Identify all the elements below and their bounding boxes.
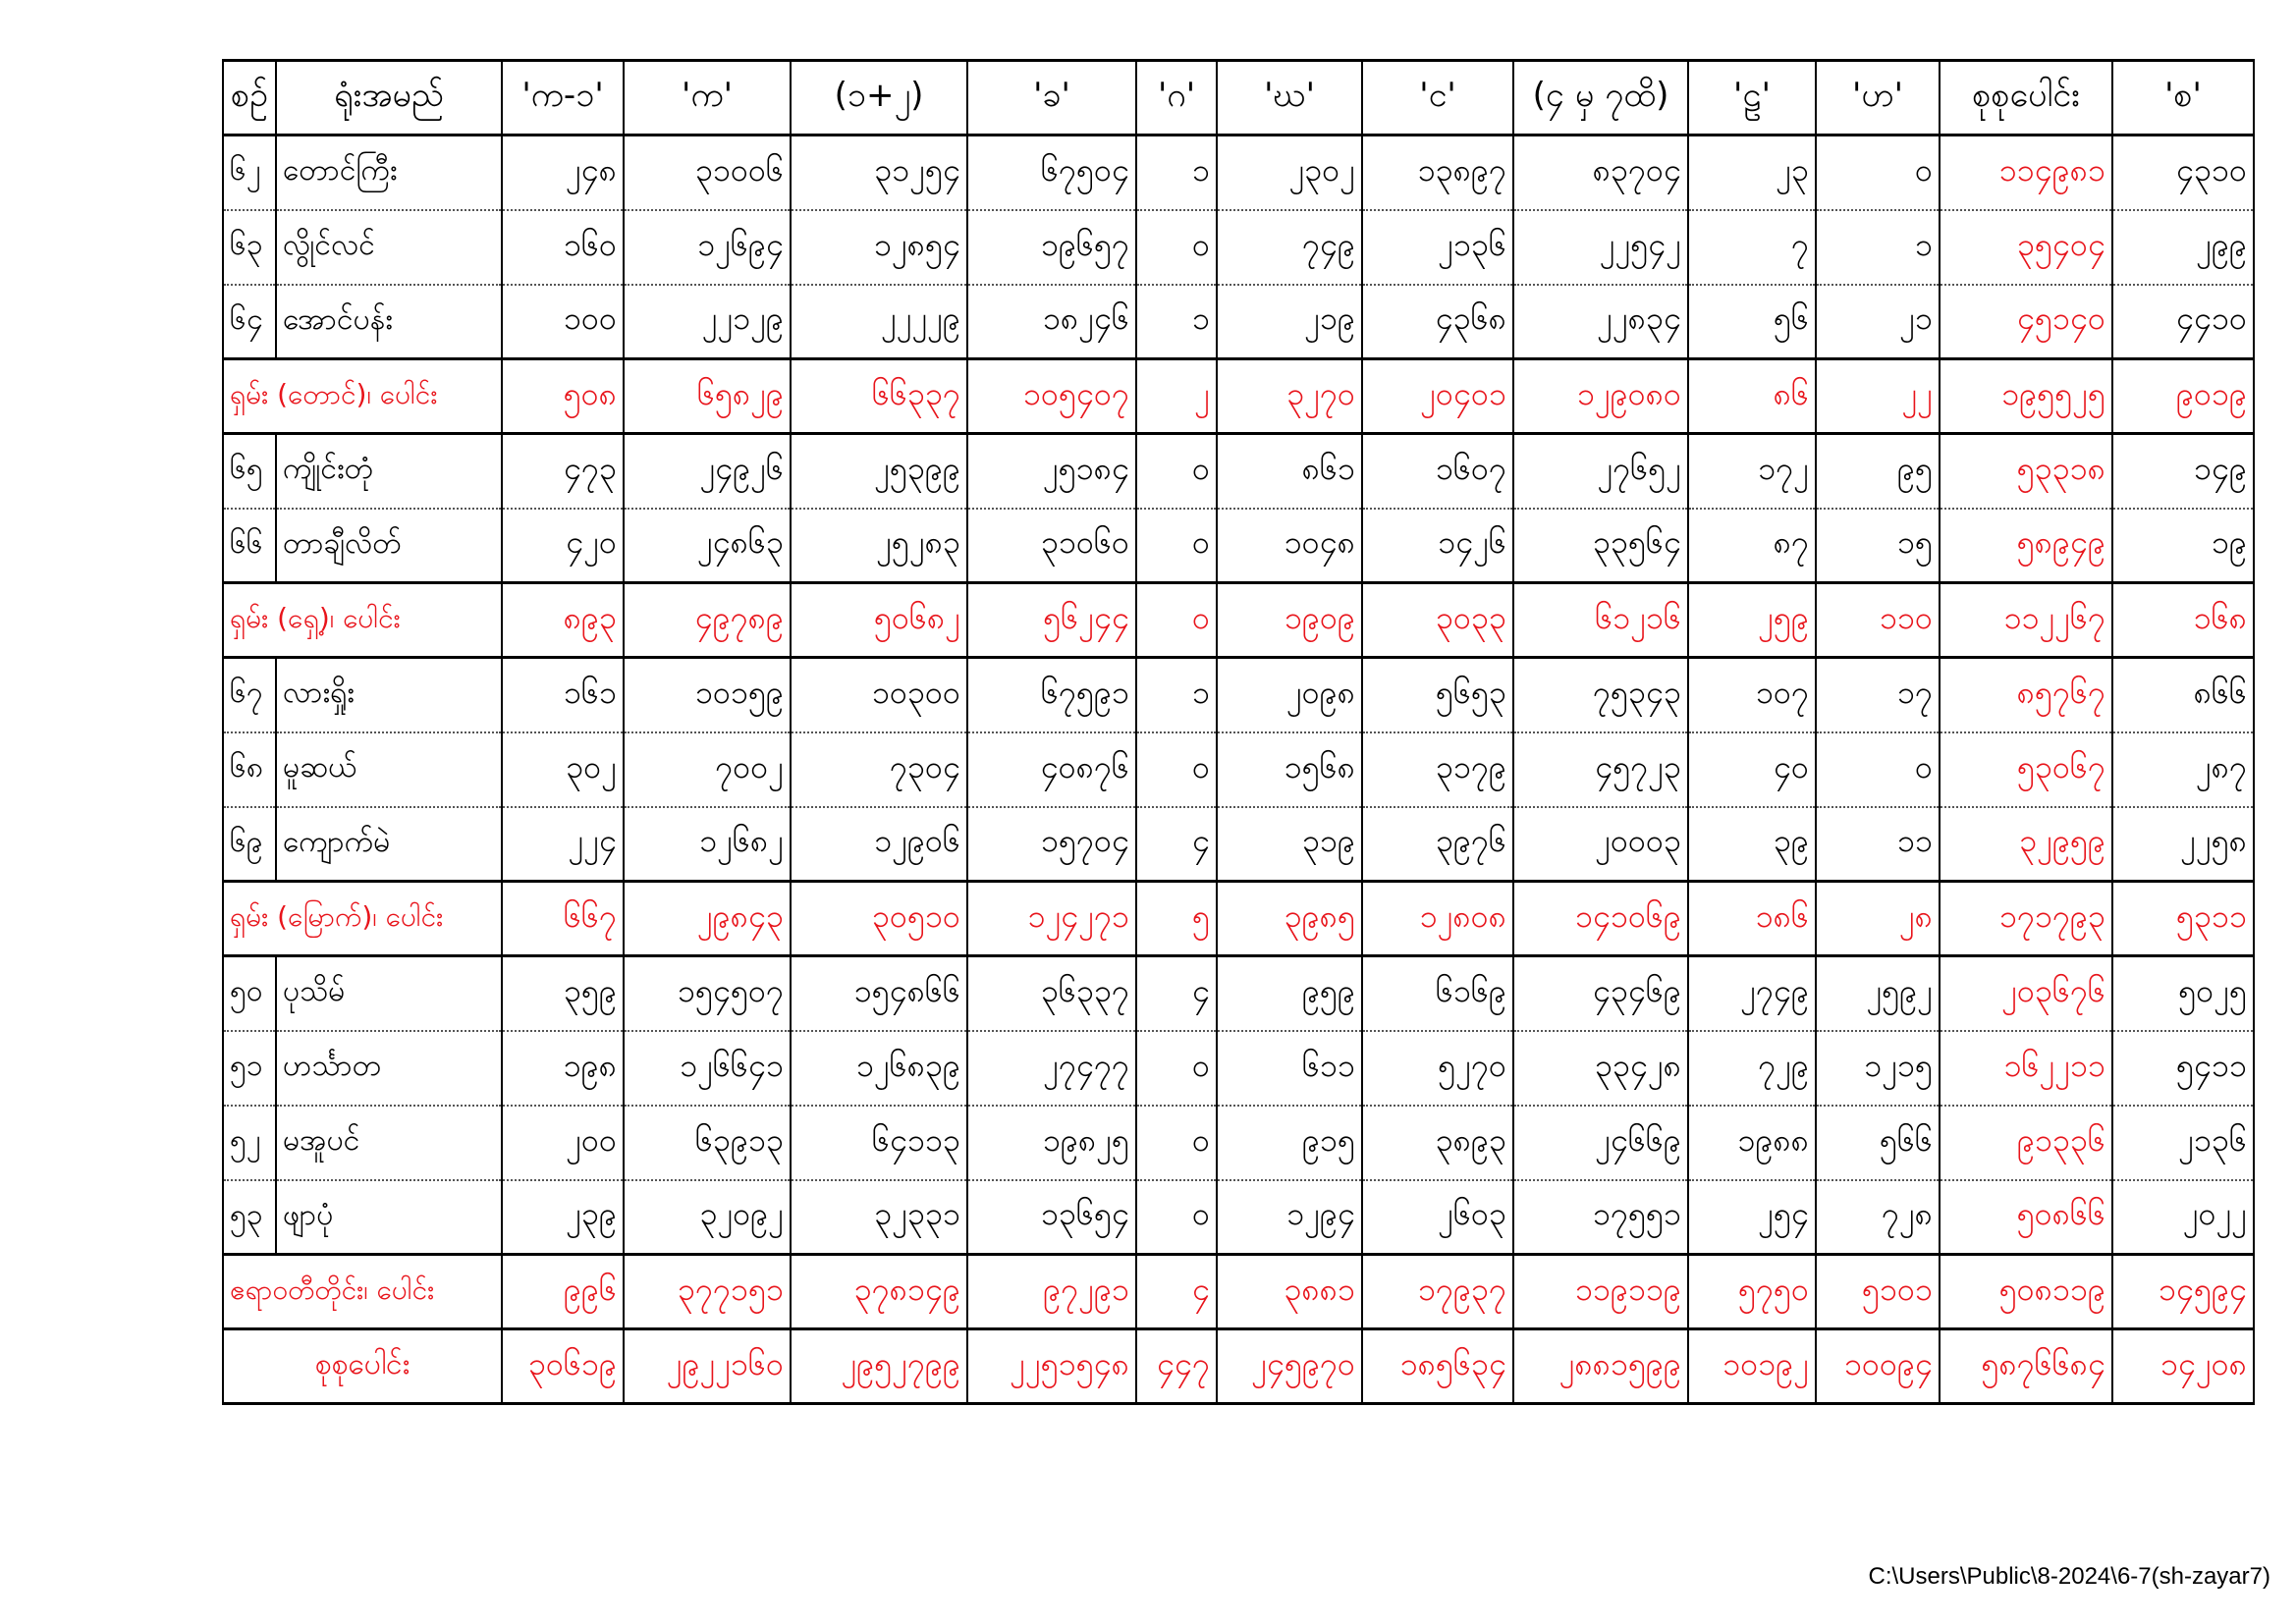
value-cell: ၉၁၃၃၆ [1940, 1106, 2112, 1180]
value-cell: ၁၆၀၇ [1362, 434, 1513, 509]
value-cell: ၂၀၀၀၃ [1513, 807, 1688, 882]
value-cell: ၅၀၂၅ [2112, 956, 2254, 1031]
subtotal-value: ၁၄၁၀၆၉ [1513, 882, 1688, 956]
value-cell: ၁၅၄၅၀၇ [624, 956, 791, 1031]
subtotal-value: ၃၀၃၃ [1362, 583, 1513, 658]
subtotal-value: ၁၁၉၁၁၉ [1513, 1255, 1688, 1329]
value-cell: ၅၀၈၆၆ [1940, 1180, 2112, 1255]
row-index: ၆၈ [223, 732, 276, 807]
value-cell: ၃၁၂၅၄ [791, 135, 967, 210]
value-cell: ၂၅၁၈၄ [967, 434, 1136, 509]
row-index: ၆၃ [223, 210, 276, 285]
subtotal-value: ၂၈ [1816, 882, 1940, 956]
value-cell: ၇၂၉ [1688, 1031, 1816, 1106]
subtotal-value: ၁၆၈ [2112, 583, 2254, 658]
value-cell: ၁၀၃၀၀ [791, 658, 967, 732]
table-row [223, 1031, 2254, 1106]
grand-total-row [223, 1329, 2254, 1404]
value-cell: ၈၃၇၀၄ [1513, 135, 1688, 210]
value-cell: ၁၂၁၅ [1816, 1031, 1940, 1106]
subtotal-value: ၆၆၃၃၇ [791, 359, 967, 434]
grand-total-value: ၂၂၅၁၅၄၈ [967, 1329, 1136, 1404]
value-cell: ၁၂၈၅၄ [791, 210, 967, 285]
value-cell: ၂၄၉၂၆ [624, 434, 791, 509]
column-header: 'ဃ' [1217, 61, 1362, 135]
subtotal-value: ၅၆၂၄၄ [967, 583, 1136, 658]
value-cell: ၁၆၁ [502, 658, 624, 732]
value-cell: ၂၅၃၉၉ [791, 434, 967, 509]
value-cell: ၂၇၄၇၇ [967, 1031, 1136, 1106]
value-cell: ၃၃၅၆၄ [1513, 509, 1688, 583]
value-cell: ၆၇၅၀၄ [967, 135, 1136, 210]
table-row [223, 135, 2254, 210]
value-cell: ၂၂၅၄၂ [1513, 210, 1688, 285]
office-name: လွိုင်လင် [276, 210, 502, 285]
value-cell: ၅၆၅၃ [1362, 658, 1513, 732]
subtotal-value: ၃၇၈၁၄၉ [791, 1255, 967, 1329]
data-table [222, 59, 2255, 1405]
value-cell: ၆၇၅၉၁ [967, 658, 1136, 732]
column-header: 'က-၁' [502, 61, 624, 135]
value-cell: ၂၈၇ [2112, 732, 2254, 807]
office-name: မူဆယ် [276, 732, 502, 807]
table-row [223, 285, 2254, 359]
subtotal-value: ၆၅၈၂၉ [624, 359, 791, 434]
value-cell: ၁၅၆၈ [1217, 732, 1362, 807]
subtotal-value: ၁၀၅၄၀၇ [967, 359, 1136, 434]
value-cell: ၁၂၆၈၂ [624, 807, 791, 882]
office-name: မအူပင် [276, 1106, 502, 1180]
office-name: ကျောက်မဲ [276, 807, 502, 882]
value-cell: ၁၆၀ [502, 210, 624, 285]
value-cell: ၁၂၆၉၄ [624, 210, 791, 285]
value-cell: ၂၄၆၆၉ [1513, 1106, 1688, 1180]
row-index: ၆၆ [223, 509, 276, 583]
office-name: တာချီလိတ် [276, 509, 502, 583]
subtotal-row [223, 1255, 2254, 1329]
subtotal-value: ၆၁၂၁၆ [1513, 583, 1688, 658]
subtotal-value: ၁၉၅၅၂၅ [1940, 359, 2112, 434]
subtotal-value: ၅၀၈ [502, 359, 624, 434]
value-cell: ၄၄၁၀ [2112, 285, 2254, 359]
row-index: ၅၁ [223, 1031, 276, 1106]
value-cell: ၃၅၄၀၄ [1940, 210, 2112, 285]
value-cell: ၂၃၀၂ [1217, 135, 1362, 210]
column-header: စုစုပေါင်း [1940, 61, 2112, 135]
subtotal-value: ၅ [1136, 882, 1217, 956]
value-cell: ၂၅၄ [1688, 1180, 1816, 1255]
value-cell: ၄၅၇၂၃ [1513, 732, 1688, 807]
row-index: ၆၇ [223, 658, 276, 732]
value-cell: ၃၁၉ [1217, 807, 1362, 882]
column-header: စဉ် [223, 61, 276, 135]
value-cell: ၉၁၅ [1217, 1106, 1362, 1180]
value-cell: ၀ [1816, 135, 1940, 210]
value-cell: ၁၅၄၈၆၆ [791, 956, 967, 1031]
column-header: 'ဠ' [1688, 61, 1816, 135]
value-cell: ၈၆၁ [1217, 434, 1362, 509]
value-cell: ၂၃၉ [502, 1180, 624, 1255]
value-cell: ၂၁ [1816, 285, 1940, 359]
table-row [223, 732, 2254, 807]
value-cell: ၃၉၇၆ [1362, 807, 1513, 882]
row-index: ၅၀ [223, 956, 276, 1031]
value-cell: ၂၁၃၆ [2112, 1106, 2254, 1180]
table-row [223, 1180, 2254, 1255]
grand-total-value: ၁၀၀၉၄ [1816, 1329, 1940, 1404]
value-cell: ၃၅၉ [502, 956, 624, 1031]
value-cell: ၂၀၉၈ [1217, 658, 1362, 732]
subtotal-value: ၁၇၉၃၇ [1362, 1255, 1513, 1329]
column-header: 'စ' [2112, 61, 2254, 135]
subtotal-value: ၂ [1136, 359, 1217, 434]
column-header: 'ဂ' [1136, 61, 1217, 135]
office-name: ကျိုင်းတုံ [276, 434, 502, 509]
value-cell: ၃၂၃၃၁ [791, 1180, 967, 1255]
subtotal-value: ၅၃၁၁ [2112, 882, 2254, 956]
subtotal-value: ၃၈၈၁ [1217, 1255, 1362, 1329]
table-row [223, 434, 2254, 509]
table-row [223, 658, 2254, 732]
value-cell: ၈၅၇၆၇ [1940, 658, 2112, 732]
value-cell: ၁၃၆၅၄ [967, 1180, 1136, 1255]
subtotal-row [223, 583, 2254, 658]
subtotal-value: ၄ [1136, 1255, 1217, 1329]
subtotal-label: ဧရာဝတီတိုင်း၊ ပေါင်း [223, 1255, 502, 1329]
value-cell: ၁၁၄၉၈၁ [1940, 135, 2112, 210]
value-cell: ၂၂၅၈ [2112, 807, 2254, 882]
value-cell: ၂၂၂၂၉ [791, 285, 967, 359]
value-cell: ၇၃၀၄ [791, 732, 967, 807]
value-cell: ၁၅၇၀၄ [967, 807, 1136, 882]
subtotal-value: ၅၀၈၁၁၉ [1940, 1255, 2112, 1329]
subtotal-label: ရှမ်း (ရှေ့)၊ ပေါင်း [223, 583, 502, 658]
value-cell: ၁၀၁၅၉ [624, 658, 791, 732]
value-cell: ၃၈၉၃ [1362, 1106, 1513, 1180]
subtotal-value: ၃၇၇၁၅၁ [624, 1255, 791, 1329]
value-cell: ၁၁ [1816, 807, 1940, 882]
value-cell: ၃၀၂ [502, 732, 624, 807]
value-cell: ၃၁၀၀၆ [624, 135, 791, 210]
value-cell: ၉၅၉ [1217, 956, 1362, 1031]
value-cell: ၁၉၈ [502, 1031, 624, 1106]
value-cell: ၁၀၀ [502, 285, 624, 359]
subtotal-value: ၃၀၅၁၀ [791, 882, 967, 956]
row-index: ၆၄ [223, 285, 276, 359]
subtotal-value: ၁၄၅၉၄ [2112, 1255, 2254, 1329]
value-cell: ၈၆၆ [2112, 658, 2254, 732]
grand-total-value: ၂၄၅၉၇၀ [1217, 1329, 1362, 1404]
value-cell: ၁၂၆၆၄၁ [624, 1031, 791, 1106]
value-cell: ၂၉၉ [2112, 210, 2254, 285]
row-index: ၆၉ [223, 807, 276, 882]
subtotal-value: ၆၆၇ [502, 882, 624, 956]
subtotal-row [223, 359, 2254, 434]
value-cell: ၈၇ [1688, 509, 1816, 583]
office-name: အောင်ပန်း [276, 285, 502, 359]
value-cell: ၅၄၁၁ [2112, 1031, 2254, 1106]
subtotal-value: ၁၂၄၂၇၁ [967, 882, 1136, 956]
value-cell: ၅၆ [1688, 285, 1816, 359]
value-cell: ၅၂၇၀ [1362, 1031, 1513, 1106]
value-cell: ၄ [1136, 807, 1217, 882]
value-cell: ၅၈၉၄၉ [1940, 509, 2112, 583]
value-cell: ၀ [1816, 732, 1940, 807]
row-index: ၆၂ [223, 135, 276, 210]
value-cell: ၂၁၃၆ [1362, 210, 1513, 285]
value-cell: ၇၄၉ [1217, 210, 1362, 285]
value-cell: ၂၂၄ [502, 807, 624, 882]
value-cell: ၄၀ [1688, 732, 1816, 807]
value-cell: ၃၁၇၉ [1362, 732, 1513, 807]
grand-total-value: ၁၈၅၆၃၄ [1362, 1329, 1513, 1404]
table-row [223, 956, 2254, 1031]
subtotal-value: ၁၁၀ [1816, 583, 1940, 658]
subtotal-value: ၁၇၁၇၉၃ [1940, 882, 2112, 956]
column-header: ရုံးအမည် [276, 61, 502, 135]
subtotal-value: ၁၉၀၉ [1217, 583, 1362, 658]
value-cell: ၂၃ [1688, 135, 1816, 210]
value-cell: ၄၂၀ [502, 509, 624, 583]
value-cell: ၃၂၀၉၂ [624, 1180, 791, 1255]
value-cell: ၂၄၈၆၃ [624, 509, 791, 583]
value-cell: ၂၂၁၂၉ [624, 285, 791, 359]
value-cell: ၁၉၈၈ [1688, 1106, 1816, 1180]
value-cell: ၁၉၆၅၇ [967, 210, 1136, 285]
value-cell: ၇၂၈ [1816, 1180, 1940, 1255]
value-cell: ၅၃၀၆၇ [1940, 732, 2112, 807]
subtotal-value: ၁၂၈၀၈ [1362, 882, 1513, 956]
value-cell: ၂၀၀ [502, 1106, 624, 1180]
value-cell: ၁၂၉၀၆ [791, 807, 967, 882]
value-cell: ၉၅ [1816, 434, 1940, 509]
office-name: တောင်ကြီး [276, 135, 502, 210]
column-header: 'င' [1362, 61, 1513, 135]
value-cell: ၂၆၀၃ [1362, 1180, 1513, 1255]
value-cell: ၄ [1136, 956, 1217, 1031]
value-cell: ၅၆၆ [1816, 1106, 1940, 1180]
value-cell: ၂၂၈၃၄ [1513, 285, 1688, 359]
row-index: ၅၃ [223, 1180, 276, 1255]
office-name: ဖျာပုံ [276, 1180, 502, 1255]
value-cell: ၃၆၃၃၇ [967, 956, 1136, 1031]
subtotal-label: ရှမ်း (မြောက်)၊ ပေါင်း [223, 882, 502, 956]
subtotal-value: ၁၁၂၂၆၇ [1940, 583, 2112, 658]
value-cell: ၁ [1136, 135, 1217, 210]
value-cell: ၂၇၄၉ [1688, 956, 1816, 1031]
column-header: 'ဟ' [1816, 61, 1940, 135]
value-cell: ၆၁၁ [1217, 1031, 1362, 1106]
value-cell: ၂၅၂၈၃ [791, 509, 967, 583]
grand-total-value: ၁၀၁၉၂ [1688, 1329, 1816, 1404]
column-header: 'က' [624, 61, 791, 135]
value-cell: ၁ [1136, 658, 1217, 732]
column-header: (၄ မှ ၇ထိ) [1513, 61, 1688, 135]
grand-total-label: စုစုပေါင်း [223, 1329, 502, 1404]
subtotal-value: ၅၀၆၈၂ [791, 583, 967, 658]
value-cell: ၁၉၈၂၅ [967, 1106, 1136, 1180]
subtotal-value: ၀ [1136, 583, 1217, 658]
value-cell: ၁၄၉ [2112, 434, 2254, 509]
value-cell: ၄၃၁၀ [2112, 135, 2254, 210]
grand-total-value: ၁၄၂၀၈ [2112, 1329, 2254, 1404]
grand-total-value: ၅၈၇၆၆၈၄ [1940, 1329, 2112, 1404]
header-row [223, 61, 2254, 135]
office-name: ဟင်္သာတ [276, 1031, 502, 1106]
grand-total-value: ၃၀၆၁၉ [502, 1329, 624, 1404]
value-cell: ၁၇ [1816, 658, 1940, 732]
value-cell: ၇ [1688, 210, 1816, 285]
value-cell: ၁၈၂၄၆ [967, 285, 1136, 359]
subtotal-value: ၉၀၁၉ [2112, 359, 2254, 434]
value-cell: ၁၀၄၈ [1217, 509, 1362, 583]
subtotal-value: ၁၂၉၀၈၀ [1513, 359, 1688, 434]
value-cell: ၀ [1136, 732, 1217, 807]
value-cell: ၀ [1136, 509, 1217, 583]
subtotal-value: ၃၉၈၅ [1217, 882, 1362, 956]
subtotal-label: ရှမ်း (တောင်)၊ ပေါင်း [223, 359, 502, 434]
row-index: ၅၂ [223, 1106, 276, 1180]
subtotal-value: ၂၀၄၀၁ [1362, 359, 1513, 434]
subtotal-value: ၂၅၉ [1688, 583, 1816, 658]
column-header: 'ခ' [967, 61, 1136, 135]
value-cell: ၁၇၂ [1688, 434, 1816, 509]
grand-total-value: ၂၉၅၂၇၉၉ [791, 1329, 967, 1404]
grand-total-value: ၂၈၈၁၅၉၉ [1513, 1329, 1688, 1404]
value-cell: ၇၅၃၄၃ [1513, 658, 1688, 732]
value-cell: ၂၀၃၆၇၆ [1940, 956, 2112, 1031]
value-cell: ၆၄၁၁၃ [791, 1106, 967, 1180]
value-cell: ၀ [1136, 1031, 1217, 1106]
value-cell: ၁ [1816, 210, 1940, 285]
file-path-footer: C:\Users\Public\8-2024\6-7(sh-zayar7) [1868, 1563, 2270, 1590]
value-cell: ၀ [1136, 1180, 1217, 1255]
value-cell: ၁၄၂၆ [1362, 509, 1513, 583]
value-cell: ၁ [1136, 285, 1217, 359]
value-cell: ၀ [1136, 210, 1217, 285]
value-cell: ၆၁၆၉ [1362, 956, 1513, 1031]
value-cell: ၁၂၆၈၃၉ [791, 1031, 967, 1106]
value-cell: ၁၉ [2112, 509, 2254, 583]
value-cell: ၂၀၂၂ [2112, 1180, 2254, 1255]
value-cell: ၂၅၉၂ [1816, 956, 1940, 1031]
subtotal-value: ၂၉၈၄၃ [624, 882, 791, 956]
value-cell: ၁၂၉၄ [1217, 1180, 1362, 1255]
office-name: ပုသိမ် [276, 956, 502, 1031]
subtotal-value: ၅၇၅၀ [1688, 1255, 1816, 1329]
value-cell: ၃၂၉၅၉ [1940, 807, 2112, 882]
column-header: (၁+၂) [791, 61, 967, 135]
value-cell: ၃၉ [1688, 807, 1816, 882]
subtotal-value: ၃၂၇၀ [1217, 359, 1362, 434]
value-cell: ၂၁၉ [1217, 285, 1362, 359]
table-row [223, 807, 2254, 882]
value-cell: ၄၇၃ [502, 434, 624, 509]
grand-total-value: ၄၄၇ [1136, 1329, 1217, 1404]
value-cell: ၂၇၆၅၂ [1513, 434, 1688, 509]
value-cell: ၂၄၈ [502, 135, 624, 210]
subtotal-value: ၈၉၃ [502, 583, 624, 658]
value-cell: ၁၅ [1816, 509, 1940, 583]
subtotal-value: ၂၂ [1816, 359, 1940, 434]
grand-total-value: ၂၉၂၂၁၆၀ [624, 1329, 791, 1404]
subtotal-value: ၉၉၆ [502, 1255, 624, 1329]
value-cell: ၁၆၂၂၁၁ [1940, 1031, 2112, 1106]
value-cell: ၄၃၆၈ [1362, 285, 1513, 359]
subtotal-value: ၁၈၆ [1688, 882, 1816, 956]
subtotal-row [223, 882, 2254, 956]
value-cell: ၀ [1136, 434, 1217, 509]
value-cell: ၃၃၄၂၈ [1513, 1031, 1688, 1106]
value-cell: ၅၃၃၁၈ [1940, 434, 2112, 509]
value-cell: ၇၀၀၂ [624, 732, 791, 807]
table-row [223, 509, 2254, 583]
value-cell: ၃၁၀၆၀ [967, 509, 1136, 583]
table-row [223, 1106, 2254, 1180]
value-cell: ၁၀၇ [1688, 658, 1816, 732]
subtotal-value: ၈၆ [1688, 359, 1816, 434]
value-cell: ၄၃၄၆၉ [1513, 956, 1688, 1031]
row-index: ၆၅ [223, 434, 276, 509]
value-cell: ၁၇၅၅၁ [1513, 1180, 1688, 1255]
value-cell: ၆၃၉၁၃ [624, 1106, 791, 1180]
value-cell: ၄၀၈၇၆ [967, 732, 1136, 807]
value-cell: ၄၅၁၄၀ [1940, 285, 2112, 359]
office-name: လားရှိုး [276, 658, 502, 732]
value-cell: ၀ [1136, 1106, 1217, 1180]
subtotal-value: ၄၉၇၈၉ [624, 583, 791, 658]
subtotal-value: ၉၇၂၉၁ [967, 1255, 1136, 1329]
subtotal-value: ၅၁၀၁ [1816, 1255, 1940, 1329]
table-row [223, 210, 2254, 285]
value-cell: ၁၃၈၉၇ [1362, 135, 1513, 210]
